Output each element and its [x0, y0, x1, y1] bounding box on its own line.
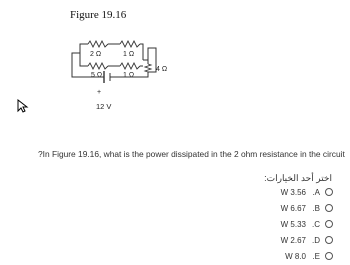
- answer-option-letter: .C: [312, 219, 320, 229]
- resistor-1ohm-top: [120, 41, 140, 47]
- resistor-2ohm: [88, 41, 108, 47]
- answer-option-e[interactable]: [281, 248, 333, 264]
- answer-option-a[interactable]: [281, 184, 333, 200]
- answer-prompt-label: اختر أحد الخيارات:: [264, 173, 332, 183]
- answer-option-text: W 3.56: [280, 187, 306, 197]
- resistor-1ohm-bottom: [120, 63, 140, 69]
- answer-option-letter: .B: [312, 203, 320, 213]
- resistor-label-5ohm: 5 Ω: [91, 72, 103, 79]
- answer-option-text: W 2.67: [280, 235, 306, 245]
- resistor-label-4ohm: 4 Ω: [156, 66, 168, 73]
- radio-button[interactable]: [325, 188, 333, 196]
- question-text: ?In Figure 19.16, what is the power dissipated in the 2 ohm resistance in the circuit: [38, 149, 345, 159]
- answer-option-text: W 6.67: [280, 203, 306, 213]
- answer-option-c[interactable]: [281, 216, 333, 232]
- resistor-label-2ohm: 2 Ω: [90, 51, 102, 58]
- resistor-5ohm: [88, 63, 108, 69]
- figure-title: Figure 19.16: [70, 9, 127, 21]
- answer-option-letter: .D: [312, 235, 320, 245]
- answer-option-text: W 5.33: [280, 219, 306, 229]
- resistor-4ohm: [145, 64, 151, 72]
- answer-option-letter: .A: [312, 187, 320, 197]
- answer-option-b[interactable]: [281, 200, 333, 216]
- radio-button[interactable]: [325, 236, 333, 244]
- resistor-label-1ohm-bottom: 1 Ω: [123, 72, 135, 79]
- radio-button[interactable]: [325, 220, 333, 228]
- battery-voltage-label: 12 V: [96, 102, 112, 111]
- resistor-label-1ohm-top: 1 Ω: [123, 51, 135, 58]
- mouse-cursor-icon: [17, 99, 29, 113]
- radio-button[interactable]: [325, 204, 333, 212]
- battery-symbol: [104, 71, 110, 83]
- radio-button[interactable]: [325, 252, 333, 260]
- answer-option-text: W 8.0: [285, 251, 306, 261]
- answer-options-list: [281, 184, 333, 264]
- answer-option-d[interactable]: [281, 232, 333, 248]
- answer-option-letter: .E: [312, 251, 320, 261]
- battery-plus-label: +: [97, 89, 102, 96]
